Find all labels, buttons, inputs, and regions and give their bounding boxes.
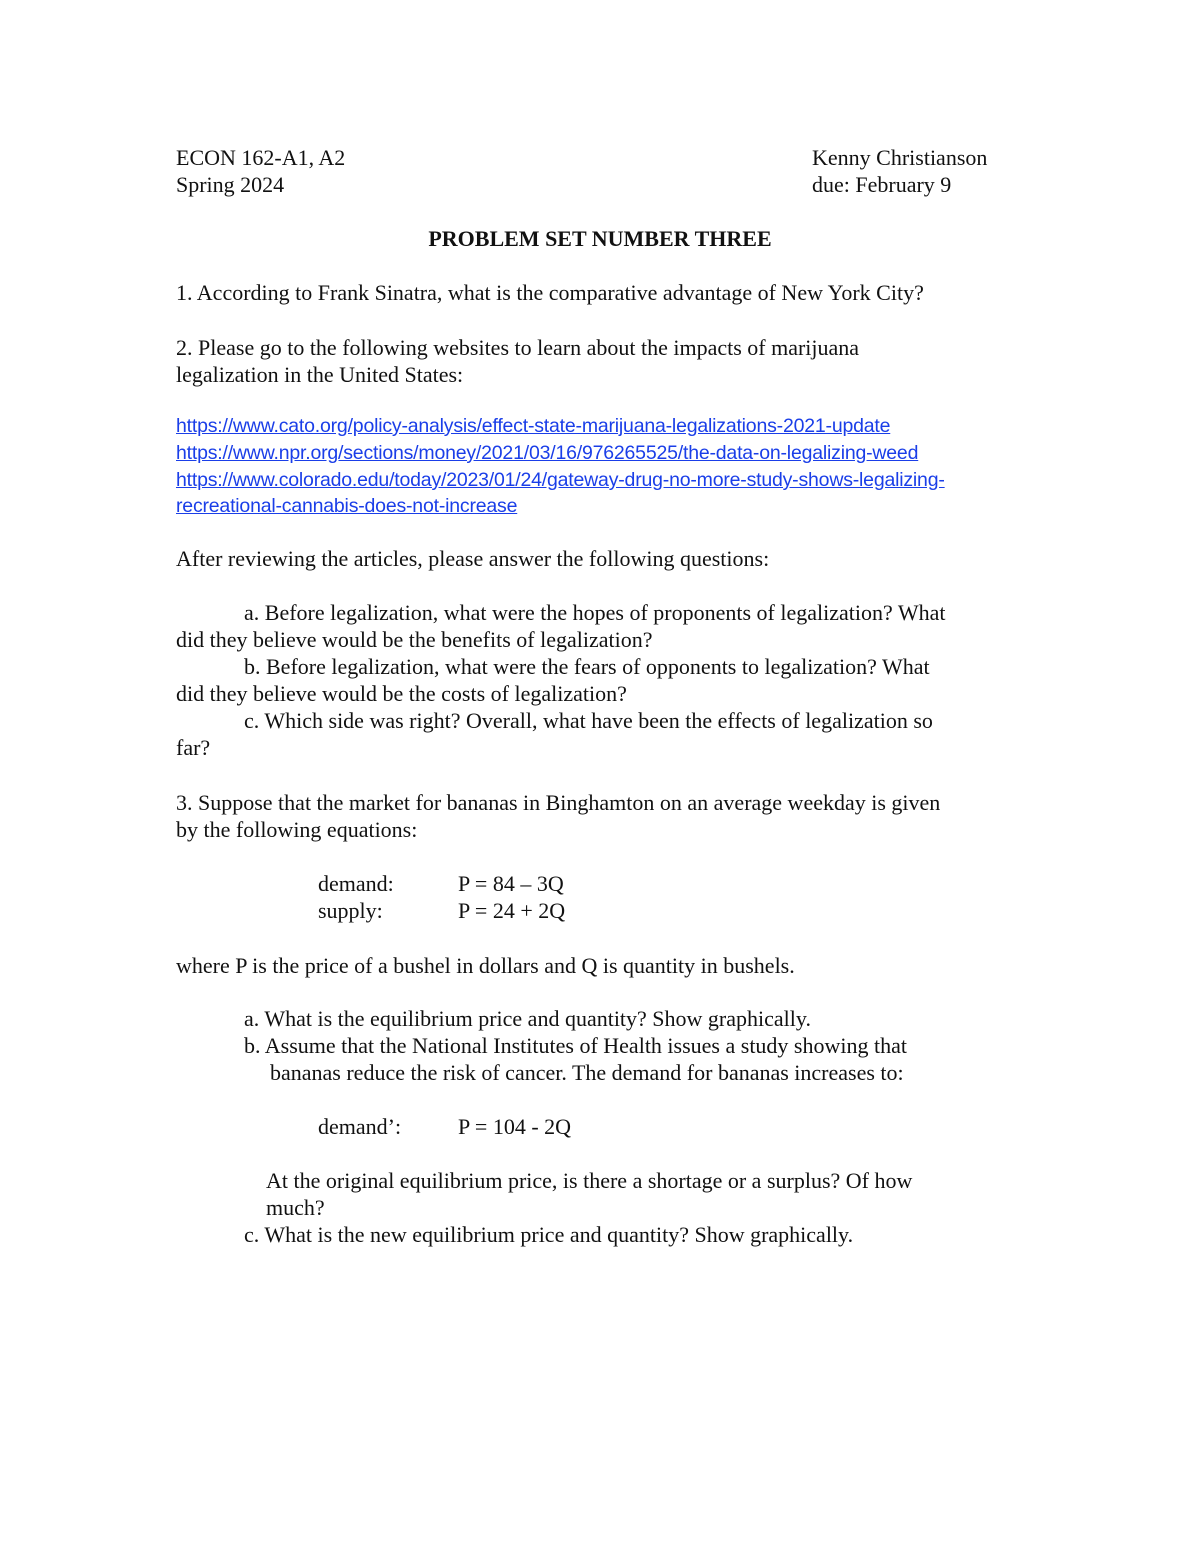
supply-label: supply: (318, 898, 383, 923)
shortage-question-line-1: At the original equilibrium price, is there a shortage or a surplus? Of how (266, 1168, 913, 1193)
new-demand-equation: P = 104 - 2Q (458, 1114, 572, 1139)
question-3c: c. What is the new equilibrium price and quantity? Show graphically. (244, 1222, 854, 1247)
variable-definitions: where P is the price of a bushel in dollars and Q is quantity in bushels. (176, 953, 795, 978)
question-2b-line-2: did they believe would be the costs of legalization? (176, 681, 627, 706)
question-2-line-1: 2. Please go to the following websites to learn about the impacts of marijuana (176, 335, 860, 360)
page-title: PROBLEM SET NUMBER THREE (428, 226, 772, 251)
question-2c-line-2: far? (176, 735, 211, 760)
question-1: 1. According to Frank Sinatra, what is the comparative advantage of New York City? (176, 280, 924, 305)
question-3-line-2: by the following equations: (176, 817, 418, 842)
question-2-line-2: legalization in the United States: (176, 362, 464, 387)
demand-equation: P = 84 – 3Q (458, 871, 564, 896)
link-colorado-continued[interactable]: recreational-cannabis-does-not-increase (176, 495, 518, 517)
question-3b-line-1: b. Assume that the National Institutes of Health issues a study showing that (244, 1033, 907, 1058)
link-colorado[interactable]: https://www.colorado.edu/today/2023/01/24/gateway-drug-no-more-study-shows-legalizing- (176, 469, 945, 491)
term: Spring 2024 (176, 172, 285, 197)
question-3b-line-2: bananas reduce the risk of cancer. The demand for bananas increases to: (270, 1060, 904, 1085)
question-2b-line-1: b. Before legalization, what were the fears of opponents to legalization? What (244, 654, 930, 679)
question-3a: a. What is the equilibrium price and quantity? Show graphically. (244, 1006, 811, 1031)
instructor-name: Kenny Christianson (812, 145, 988, 170)
due-date: due: February 9 (812, 172, 952, 197)
question-2-instructions: After reviewing the articles, please answer the following questions: (176, 546, 770, 571)
link-cato[interactable]: https://www.cato.org/policy-analysis/effect-state-marijuana-legalizations-2021-update (176, 415, 891, 437)
question-2a-line-2: did they believe would be the benefits of legalization? (176, 627, 653, 652)
question-2c-line-1: c. Which side was right? Overall, what have been the effects of legalization so (244, 708, 933, 733)
demand-label: demand: (318, 871, 394, 896)
link-npr[interactable]: https://www.npr.org/sections/money/2021/03/16/976265525/the-data-on-legalizing-weed (176, 442, 919, 464)
shortage-question-line-2: much? (266, 1195, 325, 1220)
question-2a-line-1: a. Before legalization, what were the hopes of proponents of legalization? What (244, 600, 946, 625)
question-3-line-1: 3. Suppose that the market for bananas in Binghamton on an average weekday is given (176, 790, 941, 815)
course-code: ECON 162-A1, A2 (176, 145, 346, 170)
supply-equation: P = 24 + 2Q (458, 898, 566, 923)
new-demand-label: demand’: (318, 1114, 402, 1139)
